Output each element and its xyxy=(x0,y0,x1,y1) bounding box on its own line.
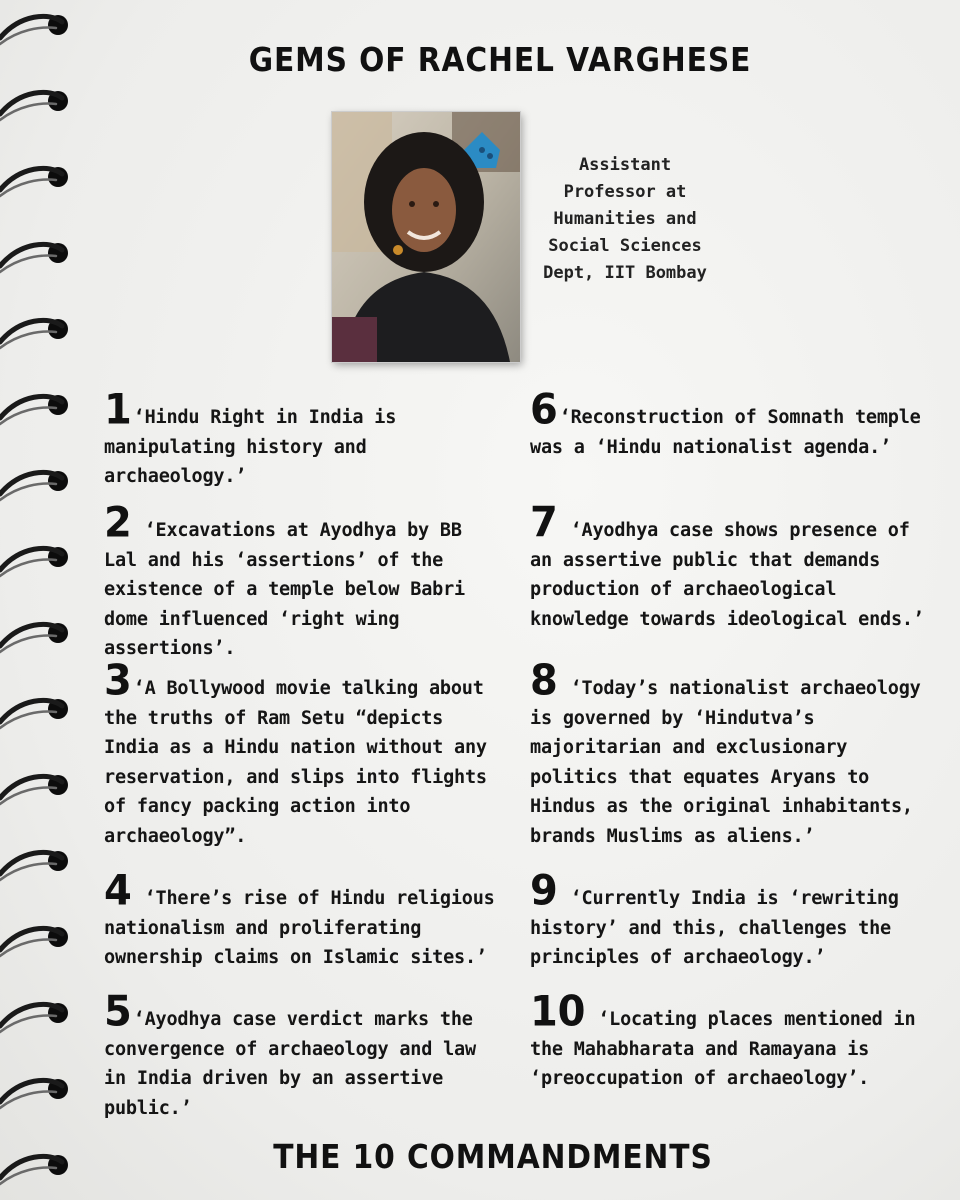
commandment-number: 2 xyxy=(104,498,132,548)
commandment-4 xyxy=(104,866,504,973)
commandment-text: ‘A Bollywood movie talking about the truths of Ram Setu “depicts India as a Hindu nation without any reservation, and slips into flights of fancy packing action into archaeology”. xyxy=(104,678,487,847)
commandment-text: ‘Reconstruction of Somnath temple was a ‘Hindu nationalist agenda.’ xyxy=(530,407,921,458)
commandment-number: 7 xyxy=(530,498,558,548)
spiral-ring xyxy=(0,1003,68,1032)
commandment-number: 1 xyxy=(104,385,132,435)
commandment-number: 4 xyxy=(104,866,132,916)
spiral-ring xyxy=(0,623,68,652)
commandment-8 xyxy=(530,656,930,851)
spiral-ring xyxy=(0,851,68,880)
spiral-ring xyxy=(0,927,68,956)
footer-title: THE 10 COMMANDMENTS xyxy=(273,1137,713,1176)
commandment-text: ‘Ayodhya case verdict marks the convergence of archaeology and law in India driven by an assertive public.’ xyxy=(104,1009,476,1119)
commandment-text: ‘Locating places mentioned in the Mahabharata and Ramayana is ‘preoccupation of archaeology’. xyxy=(530,1009,916,1089)
commandment-10 xyxy=(530,987,930,1094)
portrait-image xyxy=(332,112,520,362)
commandment-6 xyxy=(530,385,930,462)
spiral-ring xyxy=(0,699,68,728)
spiral-ring xyxy=(0,319,68,348)
photo-caption: Assistant Professor at Humanities and Social Sciences Dept, IIT Bombay xyxy=(543,155,707,283)
spiral-ring xyxy=(0,775,68,804)
commandment-text: ‘Excavations at Ayodhya by BB Lal and his ‘assertions’ of the existence of a temple below Babri dome influenced ‘right wing assertions’. xyxy=(104,520,465,659)
portrait-photo xyxy=(332,112,520,362)
commandment-number: 10 xyxy=(530,987,586,1037)
spiral-binding xyxy=(0,0,80,1200)
commandment-3 xyxy=(104,656,504,851)
commandment-number: 5 xyxy=(104,987,132,1037)
commandment-text: ‘Today’s nationalist archaeology is governed by ‘Hindutva’s majoritarian and exclusionary politics that equates Aryans to Hindus as the original inhabitants, brands Muslims as aliens.’ xyxy=(530,678,921,847)
spiral-ring xyxy=(0,91,68,120)
commandment-number: 8 xyxy=(530,656,558,706)
commandment-text: ‘Currently India is ‘rewriting history’ and this, challenges the principles of archaeology.’ xyxy=(530,888,899,968)
commandment-7 xyxy=(530,498,930,634)
spiral-ring xyxy=(0,243,68,272)
commandment-number: 6 xyxy=(530,385,558,435)
commandment-5 xyxy=(104,987,504,1123)
spiral-ring xyxy=(0,395,68,424)
commandment-9 xyxy=(530,866,930,973)
spiral-ring xyxy=(0,547,68,576)
commandment-number: 9 xyxy=(530,866,558,916)
commandment-2 xyxy=(104,498,504,664)
commandment-1 xyxy=(104,385,504,492)
commandment-text: ‘Ayodhya case shows presence of an assertive public that demands production of archaeological knowledge towards ideological ends.’ xyxy=(530,520,924,630)
spiral-ring xyxy=(0,167,68,196)
spiral-ring xyxy=(0,1079,68,1108)
spiral-ring xyxy=(0,471,68,500)
commandment-text: ‘There’s rise of Hindu religious nationalism and proliferating ownership claims on Islamic sites.’ xyxy=(104,888,495,968)
commandment-text: ‘Hindu Right in India is manipulating history and archaeology.’ xyxy=(104,407,397,487)
commandment-number: 3 xyxy=(104,656,132,706)
page-title: GEMS OF RACHEL VARGHESE xyxy=(248,40,752,79)
